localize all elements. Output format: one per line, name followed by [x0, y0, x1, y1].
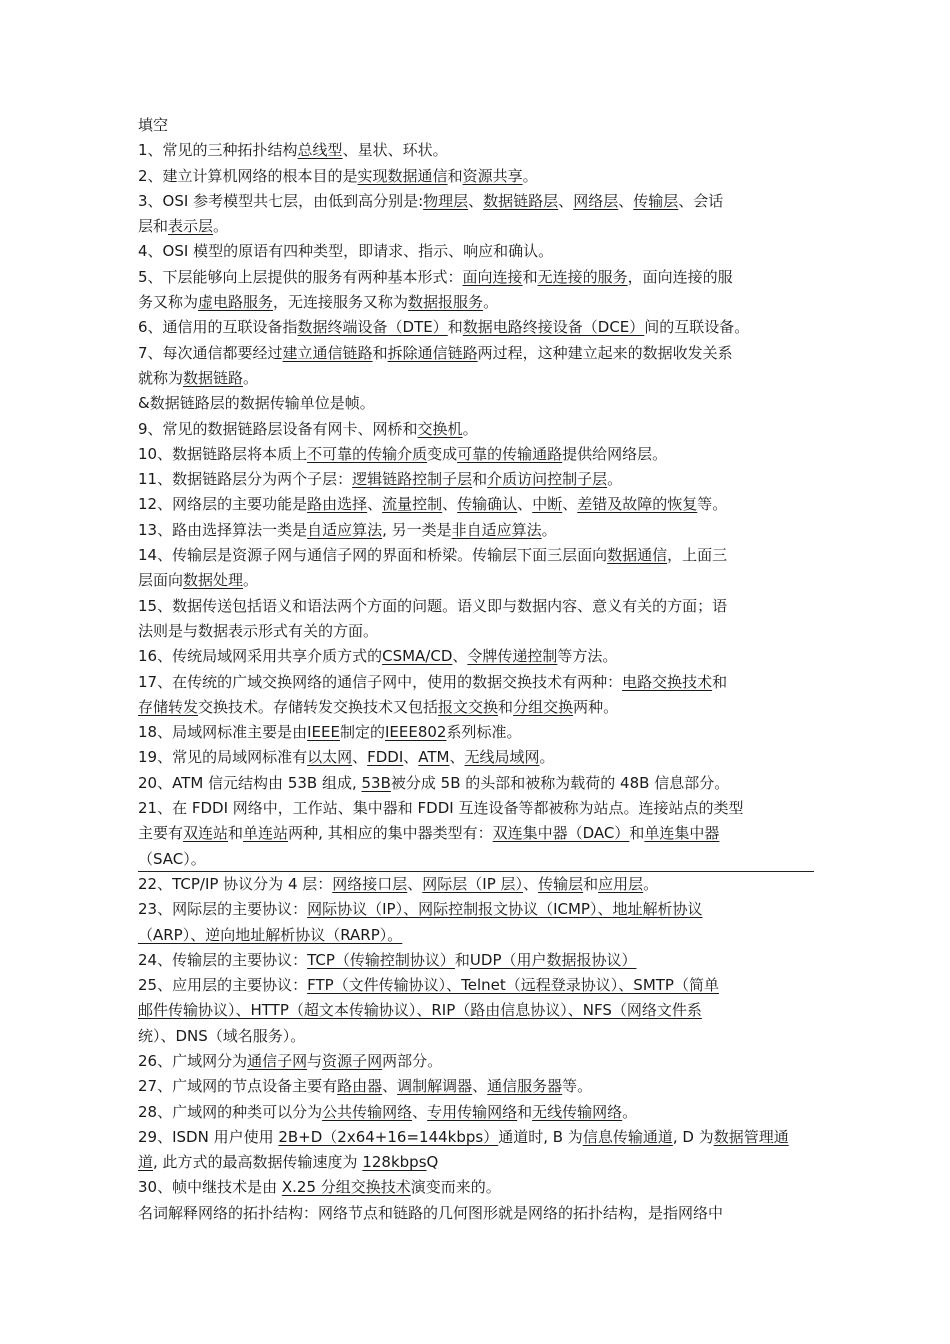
text-segment: 、 — [367, 495, 383, 514]
text-segment: 两种。 — [573, 697, 619, 716]
text-line — [138, 290, 828, 315]
underlined-answer: 传输层 — [538, 874, 584, 893]
text-line — [138, 442, 828, 467]
underlined-answer: 网际协议（IP）、网际控制报文协议（ICMP）、地址解析协议 — [307, 900, 703, 919]
underlined-answer: FDDI — [367, 748, 404, 767]
underlined-answer: 数据报服务 — [408, 293, 484, 312]
text-segment: , 另一类是 — [382, 520, 452, 539]
underlined-answer: IEEE — [307, 723, 340, 742]
text-segment: 。 — [462, 419, 478, 438]
text-segment: 2、建立计算机网络的根本目的是 — [138, 166, 358, 185]
text-segment: 15、数据传送包括语义和语法两个方面的问题。语义即与数据内容、意义有关的方面；语 — [138, 596, 728, 615]
text-line — [138, 973, 828, 998]
underlined-answer: 网络层 — [573, 191, 619, 210]
text-segment: 和 — [454, 950, 470, 969]
text-segment: 和 — [583, 874, 599, 893]
text-line — [138, 214, 828, 239]
underlined-answer: 无线局域网 — [464, 748, 540, 767]
underlined-answer: 通信服务器 — [487, 1077, 563, 1096]
text-segment: 。 — [213, 217, 229, 236]
text-segment: 7、每次通信都要经过 — [138, 343, 283, 362]
underlined-answer: 逻辑链路控制子层 — [352, 470, 473, 489]
text-segment: 通道时, B 为 — [498, 1127, 583, 1146]
text-line — [138, 670, 828, 695]
underlined-answer: 表示层 — [168, 217, 214, 236]
underlined-answer: 非自适应算法 — [451, 520, 542, 539]
text-segment: 27、广域网的节点设备主要有 — [138, 1077, 338, 1096]
text-segment: 24、传输层的主要协议： — [138, 950, 308, 969]
text-segment: 。 — [607, 470, 623, 489]
text-segment: 等方法。 — [557, 647, 618, 666]
underlined-answer: X.25 分组交换技术 — [281, 1178, 411, 1197]
text-line — [138, 619, 828, 644]
text-segment: 30、帧中继技术是由 — [138, 1178, 282, 1197]
text-segment: 两过程，这种建立起来的数据收发关系 — [477, 343, 733, 362]
underlined-answer: 数据终端设备（DTE） — [297, 318, 448, 337]
underlined-answer: 自适应算法 — [307, 520, 383, 539]
underlined-answer: CSMA/CD — [382, 647, 453, 666]
text-segment: 、 — [403, 748, 419, 767]
text-segment: Q — [426, 1153, 439, 1172]
underlined-answer: ATM — [418, 748, 450, 767]
text-segment: 名词解释网络的拓扑结构：网络节点和链路的几何图形就是网络的拓扑结构，是指网络中 — [138, 1203, 724, 1222]
text-line — [138, 391, 828, 416]
text-segment: 、星状、环状。 — [342, 141, 448, 160]
text-segment: 、 — [382, 1077, 398, 1096]
text-line — [138, 568, 828, 593]
underlined-answer: 路由选择 — [307, 495, 368, 514]
text-segment: 层和 — [138, 217, 169, 236]
underlined-answer: 调制解调器 — [397, 1077, 473, 1096]
underlined-answer: 双连站 — [183, 824, 229, 843]
text-segment: 交换技术。存储转发交换技术又包括 — [198, 697, 439, 716]
text-line — [138, 821, 828, 846]
text-segment: 、 — [618, 191, 634, 210]
text-segment: 和 — [712, 672, 728, 691]
underlined-answer: 建立通信链路 — [282, 343, 373, 362]
text-segment: 和 — [517, 1102, 533, 1121]
text-segment: 3、OSI 参考模型共七层，由低到高分别是: — [138, 191, 424, 210]
text-segment: 14、传输层是资源子网与通信子网的界面和桥梁。传输层下面三层面向 — [138, 546, 608, 565]
text-segment: 和 — [498, 697, 514, 716]
document-body — [138, 113, 828, 1226]
text-line — [138, 897, 828, 922]
underlined-answer: 介质访问控制子层 — [487, 470, 608, 489]
text-segment: 5、下层能够向上层提供的服务有两种基本形式： — [138, 267, 463, 286]
text-line — [138, 644, 828, 669]
text-line — [138, 1201, 828, 1226]
text-line — [138, 341, 828, 366]
text-line — [138, 872, 828, 897]
underlined-answer: 单连站 — [243, 824, 289, 843]
underlined-answer: 2B+D（2x64+16=144kbps） — [278, 1127, 499, 1146]
underlined-answer: 差错及故障的恢复 — [577, 495, 698, 514]
text-segment: 层面向 — [138, 571, 184, 590]
text-segment: 、 — [468, 191, 484, 210]
underlined-answer: 128kbps — [362, 1153, 427, 1172]
underlined-answer: 数据链路层 — [483, 191, 559, 210]
underlined-answer: 数据通信 — [607, 546, 668, 565]
text-segment: 和 — [228, 824, 244, 843]
underlined-answer: UDP（用户数据报协议） — [469, 950, 637, 969]
text-segment: ，面向连接的服 — [627, 267, 733, 286]
underlined-answer: 专用传输网络 — [427, 1102, 518, 1121]
underlined-answer: 数据链路 — [183, 368, 244, 387]
underlined-answer: 传输确认 — [457, 495, 518, 514]
text-segment: 和 — [447, 318, 463, 337]
text-segment: 25、应用层的主要协议： — [138, 976, 308, 995]
text-line — [138, 998, 828, 1023]
underlined-answer: 数据管理通 — [713, 1127, 789, 1146]
underlined-answer: FTP（文件传输协议）、Telnet（远程登录协议）、SMTP（简单 — [307, 976, 719, 995]
text-line — [138, 164, 828, 189]
text-segment: 、 — [523, 874, 539, 893]
underlined-answer: 报文交换 — [438, 697, 499, 716]
underlined-answer: 令牌传递控制 — [467, 647, 558, 666]
text-line — [138, 366, 828, 391]
text-segment: 与 — [307, 1051, 323, 1070]
text-segment: ，无连接服务又称为 — [273, 293, 409, 312]
underlined-answer: 资源共享 — [462, 166, 523, 185]
text-segment: 和 — [522, 267, 538, 286]
text-segment: 11、数据链路层分为两个子层： — [138, 470, 353, 489]
text-segment: 1、常见的三种拓扑结构 — [138, 141, 298, 160]
text-segment: 。 — [243, 368, 259, 387]
text-segment: 和 — [372, 343, 388, 362]
underlined-answer: TCP（传输控制协议） — [307, 950, 455, 969]
text-segment: 就称为 — [138, 368, 184, 387]
underlined-answer: 邮件传输协议）、HTTP（超文本传输协议）、RIP（路由信息协议）、NFS（网络文件系 — [138, 1001, 702, 1020]
underlined-answer: 无连接的服务 — [537, 267, 628, 286]
text-segment: , D 为 — [672, 1127, 714, 1146]
underlined-answer: 路由器 — [337, 1077, 383, 1096]
text-segment: 提供给网络层。 — [562, 444, 668, 463]
underlined-answer: 单连集中器 — [644, 824, 720, 843]
underlined-answer: 通信子网 — [247, 1051, 308, 1070]
underlined-answer: 数据处理 — [183, 571, 244, 590]
text-segment: 23、网际层的主要协议： — [138, 900, 308, 919]
text-segment: 、 — [472, 1077, 488, 1096]
text-line — [138, 720, 828, 745]
text-line — [138, 467, 828, 492]
underlined-answer: 流量控制 — [382, 495, 443, 514]
text-line — [138, 594, 828, 619]
underlined-answer: 数据电路终接设备（DCE） — [462, 318, 645, 337]
text-line — [138, 923, 828, 948]
text-segment: 16、传统局域网采用共享介质方式的 — [138, 647, 383, 666]
underlined-answer: 53B — [361, 773, 391, 792]
text-segment: 10、数据链路层将本质上 — [138, 444, 308, 463]
text-segment: 12、网络层的主要功能是 — [138, 495, 308, 514]
text-segment: 。 — [622, 1102, 638, 1121]
text-segment: 。 — [522, 166, 538, 185]
underlined-answer: 面向连接 — [462, 267, 523, 286]
text-segment: ，上面三 — [667, 546, 728, 565]
text-segment: 统）、DNS（域名服务）。 — [138, 1026, 306, 1045]
text-segment: 9、常见的数据链路层设备有网卡、网桥和 — [138, 419, 418, 438]
text-line — [138, 1125, 828, 1150]
underlined-answer: 不可靠的传输介质 — [307, 444, 428, 463]
text-segment: 和 — [629, 824, 645, 843]
text-line — [138, 1150, 828, 1175]
text-segment: 、 — [558, 191, 574, 210]
text-segment: 两种, 其相应的集中器类型有： — [288, 824, 493, 843]
text-segment: &数据链路层的数据传输单位是帧。 — [138, 394, 375, 413]
text-line — [138, 745, 828, 770]
text-segment: 、会话 — [678, 191, 724, 210]
text-line — [138, 1100, 828, 1125]
text-segment: 务又称为 — [138, 293, 199, 312]
text-segment: 系列标准。 — [446, 723, 522, 742]
text-segment: 填空 — [138, 116, 169, 134]
text-segment: 、 — [452, 647, 468, 666]
text-segment: 17、在传统的广域交换网络的通信子网中，使用的数据交换技术有两种： — [138, 672, 623, 691]
text-segment: 两部分。 — [382, 1051, 443, 1070]
text-line — [138, 543, 828, 568]
text-segment: 。 — [539, 748, 555, 767]
text-segment: 法则是与数据表示形式有关的方面。 — [138, 621, 379, 640]
text-line — [138, 847, 828, 872]
text-line — [138, 315, 828, 340]
underlined-answer: 道 — [138, 1153, 154, 1172]
text-line — [138, 796, 828, 821]
text-segment: 。 — [243, 571, 259, 590]
underlined-answer: （ARP）、逆向地址解析协议（RARP）。 — [138, 925, 403, 944]
text-line — [138, 492, 828, 517]
text-segment: 。 — [483, 293, 499, 312]
text-segment: 等。 — [697, 495, 728, 514]
text-segment: 主要有 — [138, 824, 184, 843]
text-segment: 13、路由选择算法一类是 — [138, 520, 308, 539]
underlined-answer: 资源子网 — [322, 1051, 383, 1070]
underlined-answer: 传输层 — [633, 191, 679, 210]
text-segment: 21、在 FDDI 网络中，工作站、集中器和 FDDI 互连设备等都被称为站点。连接站点的类型 — [138, 799, 744, 818]
section-heading — [138, 113, 828, 138]
text-line — [138, 239, 828, 264]
text-segment: 、 — [562, 495, 578, 514]
underlined-answer: 应用层 — [598, 874, 644, 893]
text-segment: 、 — [352, 748, 368, 767]
text-line — [138, 1175, 828, 1200]
text-segment: 。 — [643, 874, 659, 893]
underlined-answer: IEEE802 — [384, 723, 447, 742]
text-segment: 和 — [447, 166, 463, 185]
text-segment: 、 — [517, 495, 533, 514]
text-segment: 、 — [449, 748, 465, 767]
underlined-answer: 双连集中器（DAC） — [492, 824, 630, 843]
text-segment: 、 — [407, 874, 423, 893]
underlined-answer: 实现数据通信 — [357, 166, 448, 185]
text-segment: 19、常见的局域网标准有 — [138, 748, 308, 767]
text-line — [138, 265, 828, 290]
text-segment: , 此方式的最高数据传输速度为 — [153, 1153, 363, 1172]
underlined-answer: 网际层（IP 层） — [422, 874, 524, 893]
text-segment: 22、TCP/IP 协议分为 4 层： — [138, 874, 333, 893]
text-segment: 20、ATM 信元结构由 53B 组成, — [138, 773, 362, 792]
underlined-answer: 总线型 — [297, 141, 343, 160]
text-segment: 29、ISDN 用户使用 — [138, 1127, 279, 1146]
underlined-answer: 中断 — [532, 495, 563, 514]
text-segment: 制定的 — [339, 723, 385, 742]
underlined-answer: 信息传输通道 — [582, 1127, 673, 1146]
text-segment: 26、广域网分为 — [138, 1051, 248, 1070]
underlined-answer: 交换机 — [417, 419, 463, 438]
text-segment: 间的互联设备。 — [644, 318, 750, 337]
text-line — [138, 771, 828, 796]
text-segment: 18、局域网标准主要是由 — [138, 723, 308, 742]
underlined-answer: 物理层 — [423, 191, 469, 210]
text-line — [138, 1024, 828, 1049]
underlined-answer: 网络接口层 — [332, 874, 408, 893]
text-segment: 4、OSI 模型的原语有四种类型，即请求、指示、响应和确认。 — [138, 242, 554, 261]
underlined-answer: 无线传输网络 — [532, 1102, 623, 1121]
text-segment: 6、通信用的互联设备指 — [138, 318, 298, 337]
text-segment: 28、广域网的种类可以分为 — [138, 1102, 323, 1121]
text-segment: 等。 — [562, 1077, 593, 1096]
underlined-answer: 可靠的传输通路 — [457, 444, 563, 463]
text-segment: 。 — [541, 520, 557, 539]
text-segment: 、 — [412, 1102, 428, 1121]
text-segment: （SAC）。 — [138, 849, 206, 868]
text-line — [138, 948, 828, 973]
underlined-answer: 存储转发 — [138, 697, 199, 716]
underlined-answer: 以太网 — [307, 748, 353, 767]
underlined-answer: 公共传输网络 — [322, 1102, 413, 1121]
text-segment: 和 — [472, 470, 488, 489]
underlined-answer: 拆除通信链路 — [387, 343, 478, 362]
underlined-answer: 分组交换 — [513, 697, 574, 716]
text-segment: 演变而来的。 — [410, 1178, 501, 1197]
text-line — [138, 189, 828, 214]
text-line — [138, 1049, 828, 1074]
underlined-answer: 虚电路服务 — [198, 293, 274, 312]
text-line — [138, 138, 828, 163]
text-line — [138, 695, 828, 720]
text-line — [138, 518, 828, 543]
underlined-answer: 电路交换技术 — [622, 672, 713, 691]
text-segment: 变成 — [427, 444, 458, 463]
text-segment: 、 — [442, 495, 458, 514]
text-line — [138, 417, 828, 442]
text-line — [138, 1074, 828, 1099]
text-segment: 被分成 5B 的头部和被称为载荷的 48B 信息部分。 — [390, 773, 730, 792]
